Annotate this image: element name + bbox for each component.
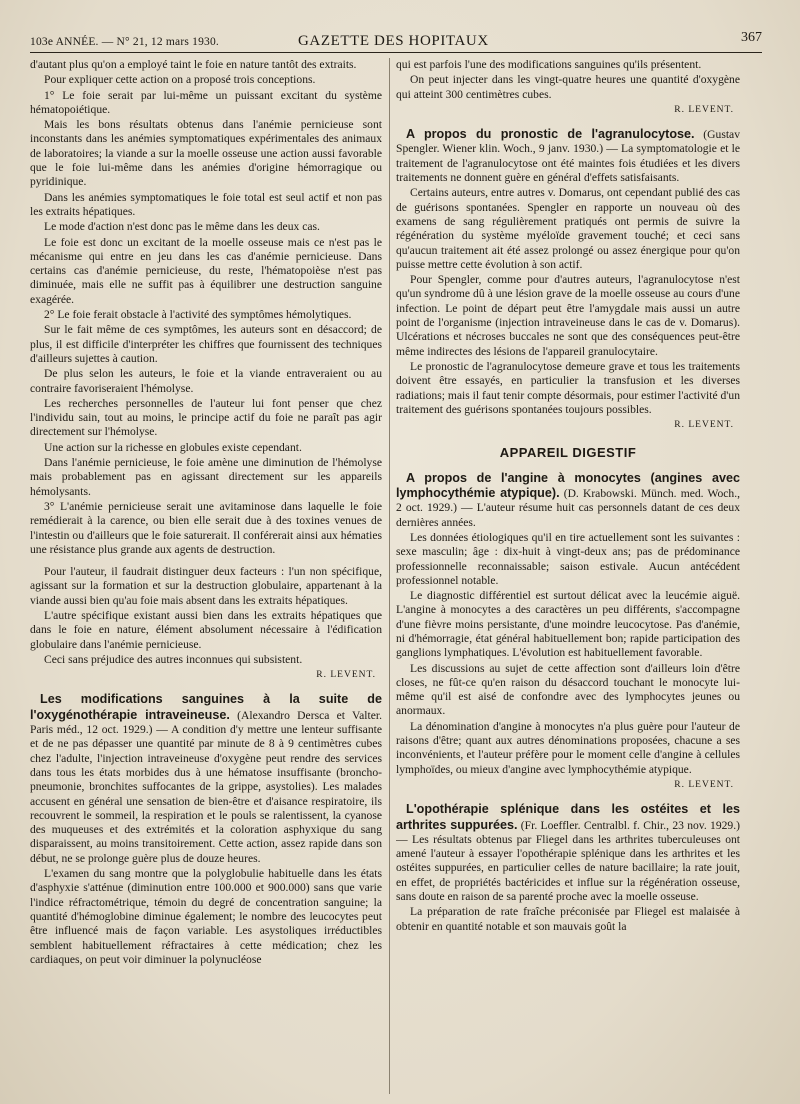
paragraph: Ceci sans préjudice des autres inconnues qui subsistent. bbox=[44, 652, 303, 666]
paragraph: 2° Le foie ferait obstacle à l'activité des symptômes hémolytiques. bbox=[44, 308, 352, 322]
page-header bbox=[30, 30, 762, 52]
article-reference: (D. Krabowski. Münch. med. Woch., 2 oct. 1929.) — bbox=[396, 487, 740, 515]
paragraph: Une action sur la richesse en globules existe cependant. bbox=[44, 440, 302, 454]
article-title: Les modifications sanguines à la suite de l'oxygénothérapie intraveineuse. bbox=[30, 692, 382, 722]
article-heading bbox=[30, 692, 382, 866]
paragraph: Mais les bons résultats obtenus dans l'anémie pernicieuse sont inconstants dans les anémies symptomatiques expérimentales des animaux de laboratoires; la viande a sur la moelle osseuse une action aussi favorable que le foie lui-même dans les anémies d'origine hémorragique ou pyridinique. bbox=[30, 118, 382, 189]
article-title: A propos du pronostic de l'agranulocytose. bbox=[406, 127, 695, 142]
article-reference: (Gustav Spengler. Wiener klin. Woch., 9 janv. 1930.) — bbox=[396, 128, 740, 156]
paragraph: De plus selon les auteurs, le foie et la viande entraveraient ou au contraire favoriseraient l'hémolyse. bbox=[30, 367, 382, 395]
article-heading bbox=[396, 127, 740, 185]
section-heading: APPAREIL DIGESTIF bbox=[499, 445, 637, 461]
paragraph: 3° L'anémie pernicieuse serait une avitaminose dans laquelle le foie remédierait à la carence, ou bien elle serait due à des toxines venues de l'intestin ou d'ailleurs que le foie saturerait. Il conférerait ainsi aux hématies une résistance plus grande aux agents de destruction. bbox=[30, 499, 382, 556]
paragraph: Le foie est donc un excitant de la moelle osseuse mais ce n'est pas le mécanisme qui entre en jeu dans les cas d'anémie pernicieuse. Dans certains cas d'anémie pernicieuse, du reste, l'hématopoièse n'est pas diminuée, mais elle ne suffit pas à équilibrer une destruction sanguine exagérée. bbox=[30, 235, 382, 306]
article-body: A condition d'y mettre une lenteur suffisante et de ne pas dépasser une quantité par minute de 8 à 9 centimètres cubes chez l'adulte, l'injection intraveineuse d'oxygène peut rendre des services dans tous les états morbides dus à une hématose insuffisante (broncho-pneumonie, bronchites suffocantes de la grippe, asystolies). Les malades accusent en général une sensation de bien-être et d'aisance respiratoire, ils recouvrent le sommeil, la respiration et le pouls se ralentissent, la cyanose des muqueuses et des extrémités et la coloration asphyxique du sang disparaissent, au moins transitoirement. Cette action, assez rapide dans son début, ne se prolonge guère plus de douze heures. bbox=[30, 723, 382, 865]
author-signature: R. LEVENT. bbox=[674, 779, 734, 790]
paragraph: Les recherches personnelles de l'auteur lui font penser que chez l'individu sain, tout au moins, le principe actif du foie ne paraît pas agir directement sur l'hémolyse. bbox=[30, 396, 382, 439]
author-signature: R. LEVENT. bbox=[316, 670, 376, 681]
paragraph: Sur le fait même de ces symptômes, les auteurs sont en désaccord; de plus, il est difficile d'interpréter les chiffres que fournissent des techniques d'ailleurs sujettes à caution. bbox=[30, 323, 382, 365]
article-reference: (Fr. Loeffler. Centralbl. f. Chir., 23 nov. 1929.) — bbox=[396, 818, 740, 846]
paragraph: Pour expliquer cette action on a proposé trois conceptions. bbox=[44, 73, 316, 87]
paragraph: Dans l'anémie pernicieuse, le foie amène une diminution de l'hémolyse mais probablement pas en agissant directement sur les appareils hémolysants. bbox=[30, 456, 382, 498]
left-column bbox=[30, 58, 382, 1098]
article-body: La symptomatologie et le traitement de l'agranulocytose ont été maintes fois étudiées et les divers traitements ne donnent guère en général d'effets satisfaisants. bbox=[396, 142, 740, 185]
page-number: 367 bbox=[741, 30, 762, 45]
paragraph: L'autre spécifique existant aussi bien dans les extraits hépatiques que dans le foie en nature, élément absolument nécessaire à l'édification globulaire dans l'anémie pernicieuse. bbox=[30, 608, 382, 651]
paragraph: Dans les anémies symptomatiques le foie total est seul actif et non pas les extraits hépatiques. bbox=[30, 190, 382, 218]
issue-info: 103e ANNÉE. — N° 21, 12 mars 1930. bbox=[30, 36, 219, 48]
author-signature: R. LEVENT. bbox=[674, 420, 734, 431]
paragraph: Pour l'auteur, il faudrait distinguer deux facteurs : l'un non spécifique, agissant sur la formation et sur la destruction globulaire, appartenant à la viande aussi bien qu'au foie mais absent dans les extraits hépatiques. bbox=[30, 565, 382, 607]
paragraph: Le diagnostic différentiel est surtout délicat avec la leucémie aiguë. L'angine à monocytes a des caractères un peu différents, s'accompagne d'une fièvre moins persistante, d'une moindre leucocytose. Pas d'anémie, ni d'hémorragie, état général habituellement bon; rapide participation des ganglions lymphatiques. L'évolution est habituellement favorable. bbox=[396, 589, 740, 660]
paragraph: On peut injecter dans les vingt-quatre heures une quantité d'oxygène qui atteint 300 centimètres cubes. bbox=[396, 73, 740, 101]
article-heading bbox=[396, 802, 740, 904]
paragraph: Les discussions au sujet de cette affection sont d'ailleurs loin d'être closes, ne fût-ce qu'en raison du désaccord touchant le monocyte lui-même qu'il est aisé de confondre avec des lymphocytes jeunes ou anormaux. bbox=[396, 661, 740, 718]
paragraph: d'autant plus qu'on a employé taint le foie en nature tantôt des extraits. bbox=[30, 58, 357, 71]
paragraph: La préparation de rate fraîche préconisée par Fliegel est malaisée à obtenir en quantité notable et son mauvais goût la bbox=[396, 905, 740, 933]
publication-title: GAZETTE DES HOPITAUX bbox=[298, 33, 489, 49]
paragraph: La dénomination d'angine à monocytes n'a plus guère pour l'auteur de raisons d'être; quant aux autres dénominations proposées, chacune a ses inconvénients, et l'auteur préfère pour le moment celle d'angine à cellules lymphoïdes, ou mieux d'angine avec lymphocythémie atypique. bbox=[396, 719, 740, 776]
paragraph: Certains auteurs, entre autres v. Domarus, ont cependant publié des cas de guérisons spontanées. Spengler en rapporte un nouveau où des examens de sang régulièrement pratiqués ont permis de suivre la régénération du système myéloïde gravement touché; et ceci sans qu'aucun traitement ait été assez prolongé ou assez énergique pour qu'on puisse mettre cette évolution à son actif. bbox=[396, 186, 740, 271]
header-rule bbox=[30, 52, 762, 53]
article-body: Les résultats obtenus par Fliegel dans les arthrites tuberculeuses ont amené l'auteur à essayer l'opothérapie splénique dans les arthrites et les ostéites suppurées, en particulier celles de nature bacillaire; la rate jouit, en effet, de propriétés bactéricides et influe sur la régénération osseuse, sans doute en raison de sa parenté proche avec la moelle osseuse. bbox=[396, 832, 740, 904]
paragraph: Le pronostic de l'agranulocytose demeure grave et tous les traitements doivent être essayés, en particulier la transfusion et les diverses radiations; mais il faut tenir compte désormais, pour estimer l'activité d'un traitement des guérisons spontanées toujours possibles. bbox=[396, 359, 740, 416]
paragraph: Pour Spengler, comme pour d'autres auteurs, l'agranulocytose n'est qu'un syndrome dû à une lésion grave de la moelle osseuse au cours d'une infection. Le point de départ peut être l'amygdale mais aussi un autre point de l'organisme (injection intraveineuse dans le cas de v. Domarus). Ulcérations et nécroses buccales ne sont que des conséquences peut-être même indirectes des lésions de l'appareil granulocytaire. bbox=[396, 273, 740, 358]
article-body: L'auteur résume huit cas personnels datant de ces deux dernières années. bbox=[396, 501, 740, 529]
right-column bbox=[396, 58, 740, 1098]
paragraph: Les données étiologiques qu'il en tire actuellement sont les suivantes : sexe masculin; âge : dix-huit à vingt-deux ans; pas de prédominance professionnelle reconnaissable; saison estivale. Aucun antécédent professionnel notable. bbox=[396, 530, 740, 587]
article-heading bbox=[396, 471, 740, 530]
author-signature: R. LEVENT. bbox=[674, 104, 734, 115]
article-title: A propos de l'angine à monocytes (angines avec lymphocythémie atypique). bbox=[396, 470, 740, 501]
paragraph: L'examen du sang montre que la polyglobulie habituelle dans les états d'asphyxie s'atténue (diminution entre 100.000 et 900.000) sans que varie l'indice réfractométrique, témoin du degré de concentration sanguine; la quantité d'hémoglobine diminue également; le nombre des leucocytes peut être influencé mais de façon variable. Les asystoliques irréductibles semblent habituellement réfractaires à cette médication; chez les cardiaques, on peut voir diminuer la polynucléose bbox=[30, 867, 382, 966]
article-reference: (Alexandro Dersca et Valter. Paris méd., 12 oct. 1929.) — bbox=[30, 708, 382, 737]
article-title: L'opothérapie splénique dans les ostéites et les arthrites suppurées. bbox=[396, 802, 740, 832]
column-divider bbox=[389, 58, 390, 1094]
paragraph: 1° Le foie serait par lui-même un puissant excitant du système hématopoiétique. bbox=[30, 88, 382, 116]
paragraph: Le mode d'action n'est donc pas le même dans les deux cas. bbox=[44, 220, 320, 234]
paragraph: qui est parfois l'une des modifications sanguines qu'ils présentent. bbox=[396, 58, 702, 71]
